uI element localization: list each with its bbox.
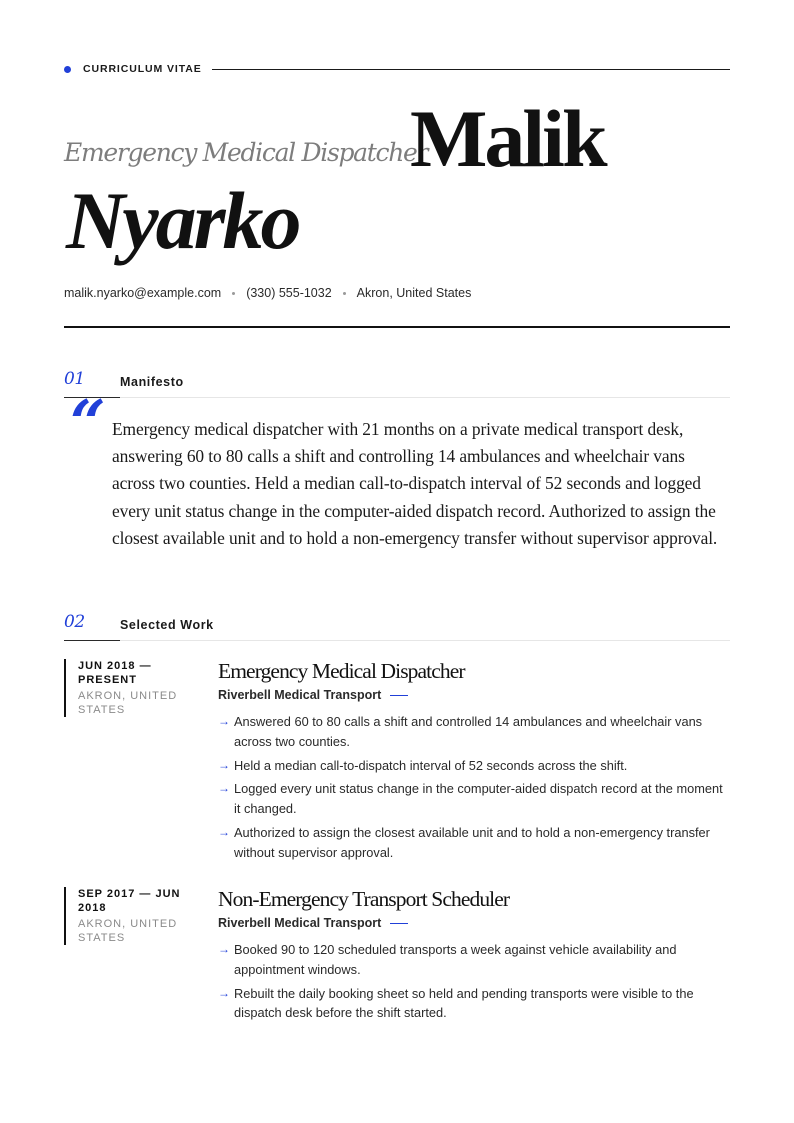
job-bullets <box>218 940 730 1023</box>
job-body <box>218 659 730 867</box>
bullet-text: Rebuilt the daily booking sheet so held and pending transports were visible to the dispatch desk before the shift started. <box>234 985 694 1021</box>
contact-phone[interactable]: (330) 555-1032 <box>246 286 332 300</box>
company-accent-dash <box>390 695 408 696</box>
contact-separator <box>232 292 235 295</box>
job-dates: JUN 2018 — PRESENT <box>78 660 152 686</box>
quote-icon: “ <box>70 386 102 459</box>
bullet-text: Booked 90 to 120 scheduled transports a week against vehicle availability and appointment windows. <box>234 942 677 977</box>
company-accent-dash <box>390 923 408 924</box>
arrow-right-icon: → <box>218 757 230 772</box>
job-bullet <box>218 712 730 752</box>
job-bullet <box>218 779 730 819</box>
bullet-text: Answered 60 to 80 calls a shift and controlled 14 ambulances and wheelchair vans across two counties. <box>234 714 703 749</box>
arrow-right-icon: → <box>218 781 230 796</box>
job-location: AKRON, UNITED STATES <box>78 690 178 716</box>
cv-label: CURRICULUM VITAE <box>83 63 202 75</box>
arrow-right-icon: → <box>218 942 230 956</box>
header-divider <box>64 326 730 328</box>
job-title: Non-Emergency Transport Scheduler <box>218 887 510 911</box>
contact-location: Akron, United States <box>356 286 472 300</box>
section-title: Selected Work <box>120 618 214 632</box>
role-title: Emergency Medical Dispatcher <box>64 138 428 167</box>
job-bullet <box>218 756 730 776</box>
contact-row <box>64 286 471 300</box>
section-number: 02 <box>64 612 85 632</box>
section-manifesto-header <box>64 369 730 399</box>
section-number-rule <box>64 640 120 641</box>
last-name: Nyarko <box>66 175 299 266</box>
cv-label-row <box>64 62 730 76</box>
section-number: 01 <box>64 369 85 389</box>
accent-dot-icon <box>64 66 71 73</box>
job-bullet <box>218 940 730 980</box>
bullet-text: Held a median call-to-dispatch interval of 52 seconds across the shift. <box>234 757 628 773</box>
bullet-text: Logged every unit status change in the computer-aided dispatch record at the moment it changed. <box>234 781 723 817</box>
job-meta <box>64 659 204 717</box>
job-company-row <box>218 916 730 930</box>
first-name: Malik <box>410 93 605 184</box>
section-rule <box>120 640 730 641</box>
arrow-right-icon: → <box>218 714 230 728</box>
section-title: Manifesto <box>120 375 184 389</box>
manifesto-text: Emergency medical dispatcher with 21 months on a private medical transport desk, answering 60 to 80 calls a shift and controlling 14 ambulances and wheelchair vans across two counties. Held a median call-to-dispatch interval of 52 seconds and logged every unit status change in the computer-aided dispatch record. Authorized to assign the closest available unit and to hold a non-emergency transfer without supervisor approval. <box>112 419 718 548</box>
job-company: Riverbell Medical Transport <box>218 688 382 702</box>
contact-email[interactable]: malik.nyarko@example.com <box>64 286 222 300</box>
job-company-row <box>218 688 730 702</box>
contact-separator <box>343 292 346 295</box>
job-bullets <box>218 712 730 863</box>
job-meta <box>64 887 204 945</box>
bullet-text: Authorized to assign the closest available unit and to hold a non-emergency transfer without supervisor approval. <box>234 824 710 860</box>
job-location: AKRON, UNITED STATES <box>78 918 178 944</box>
job-company: Riverbell Medical Transport <box>218 916 382 930</box>
job-body <box>218 887 730 1027</box>
job-dates: SEP 2017 — JUN 2018 <box>78 888 181 914</box>
section-work-header <box>64 612 730 642</box>
section-rule <box>120 397 730 398</box>
arrow-right-icon: → <box>218 824 230 839</box>
arrow-right-icon: → <box>218 985 230 1000</box>
cv-label-divider <box>212 69 730 70</box>
job-bullet <box>218 984 730 1024</box>
job-bullet <box>218 823 730 863</box>
job-title: Emergency Medical Dispatcher <box>218 659 465 683</box>
